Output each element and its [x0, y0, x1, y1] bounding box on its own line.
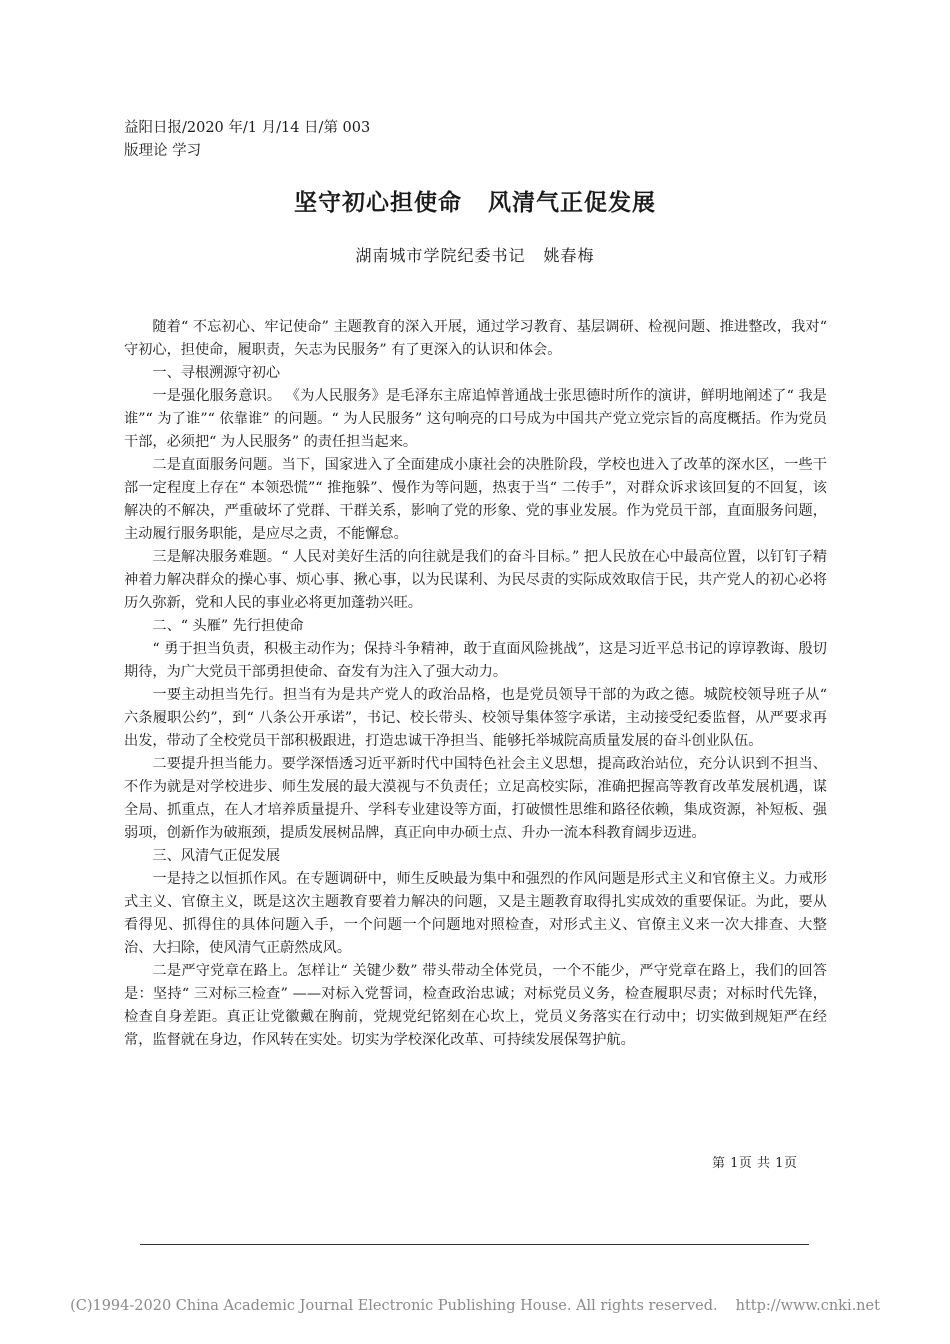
- cnki-url[interactable]: http://www.cnki.net: [735, 1298, 880, 1314]
- source-line-2: 版理论 学习: [124, 143, 202, 159]
- paragraph: 随着“ 不忘初心、牢记使命” 主题教育的深入开展，通过学习教育、基层调研、检视问题、推进整改，我对“ 守初心，担使命，履职责，矢志为民服务” 有了更深入的认识和体会。: [124, 319, 827, 358]
- author-line: [0, 243, 950, 266]
- author-name: 姚春梅: [543, 246, 595, 265]
- author-affiliation: 湖南城市学院纪委书记: [355, 246, 526, 265]
- section-heading: 三、风清气正促发展: [152, 848, 281, 864]
- source-line-1: 益阳日报/2020 年/1 月/14 日/第 003: [124, 120, 371, 136]
- title-part-2: 风清气正促发展: [488, 190, 656, 216]
- copyright-text: (C)1994-2020 China Academic Journal Electronic Publishing House. All rights reserved.: [70, 1298, 718, 1314]
- section-heading: 二、“ 头雁” 先行担使命: [152, 618, 304, 634]
- source-info: [124, 117, 484, 163]
- paragraph: “ 勇于担当负责，积极主动作为；保持斗争精神，敢于直面风险挑战”，这是习近平总书记的谆谆教诲、殷切期待，为广大党员干部勇担使命、奋发有为注入了强大动力。: [124, 641, 827, 680]
- paragraph: 二是严守党章在路上。怎样让“ 关键少数” 带头带动全体党员，一个不能少，严守党章在路上，我们的回答是：坚持“ 三对标三检查” ——对标入党誓词，检查政治忠诚；对标党员义务，检查履职尽责；对标时代先锋，检查自身差距。真正让党徽戴在胸前，党规党纪铭刻在心坎上，党员义务落实在行动中；切实做到规矩严在经常，监督就在身边，作风转在实处。切实为学校深化改革、可持续发展保驾护航。: [124, 963, 827, 1048]
- section-heading: 一、寻根溯源守初心: [152, 365, 281, 381]
- title-part-1: 坚守初心担使命: [294, 190, 462, 216]
- paragraph: 三是解决服务难题。“ 人民对美好生活的向往就是我们的奋斗目标。” 把人民放在心中最高位置，以钉钉子精神着力解决群众的操心事、烦心事、揪心事，以为民谋利、为民尽责的实际成效取信于民，共产党人的初心必将历久弥新，党和人民的事业必将更加蓬勃兴旺。: [124, 549, 827, 611]
- paragraph: 二要提升担当能力。要学深悟透习近平新时代中国特色社会主义思想，提高政治站位，充分认识到不担当、不作为就是对学校进步、师生发展的最大漠视与不负责任；立足高校实际，准确把握高等教育改革发展机遇，谋全局、抓重点，在人才培养质量提升、学科专业建设等方面，打破惯性思维和路径依赖，集成资源，补短板、强弱项，创新作为破瓶颈，提质发展树品牌，真正向申办硕士点、升办一流本科教育阔步迈进。: [124, 756, 827, 841]
- paragraph: 一要主动担当先行。担当有为是共产党人的政治品格，也是党员领导干部的为政之德。城院校领导班子从“ 六条履职公约”，到“ 八条公开承诺”，书记、校长带头、校领导集体签字承诺，主动接受纪委监督，从严要求再出发，带动了全校党员干部积极跟进，打造忠诚干净担当、能够托举城院高质量发展的奋斗创业队伍。: [124, 687, 827, 749]
- copyright-notice: [0, 1298, 950, 1314]
- paragraph: 二是直面服务问题。当下，国家进入了全面建成小康社会的决胜阶段，学校也进入了改革的深水区，一些干部一定程度上存在“ 本领恐慌”“ 推拖躲”、慢作为等问题，热衷于当“ 二传手”，对群众诉求该回复的不回复，该解决的不解决，严重破坏了党群、干群关系，影响了党的形象、党的事业发展。作为党员干部，直面服务问题，主动履行服务职能，是应尽之责，不能懈怠。: [124, 457, 827, 542]
- page-number: 第 1页 共 1页: [712, 1156, 798, 1171]
- paragraph: 一是强化服务意识。 《为人民服务》是毛泽东主席追悼普通战士张思德时所作的演讲，鲜明地阐述了“ 我是谁”“ 为了谁”“ 依靠谁” 的问题。“ 为人民服务” 这句响亮的口号成为中国共产党立党宗旨的高度概括。作为党员干部，必须把“ 为人民服务” 的责任担当起来。: [124, 388, 827, 450]
- article-title: [0, 184, 950, 217]
- footer-divider: [140, 1244, 809, 1245]
- paragraph: 一是持之以恒抓作风。在专题调研中，师生反映最为集中和强烈的作风问题是形式主义和官僚主义。力戒形式主义、官僚主义，既是这次主题教育要着力解决的问题，又是主题教育取得扎实成效的重要保证。为此，要从看得见、抓得住的具体问题入手，一个问题一个问题地对照检查，对形式主义、官僚主义来一次大排查、大整治、大扫除，使风清气正蔚然成风。: [124, 871, 827, 956]
- article-body: [124, 316, 827, 1052]
